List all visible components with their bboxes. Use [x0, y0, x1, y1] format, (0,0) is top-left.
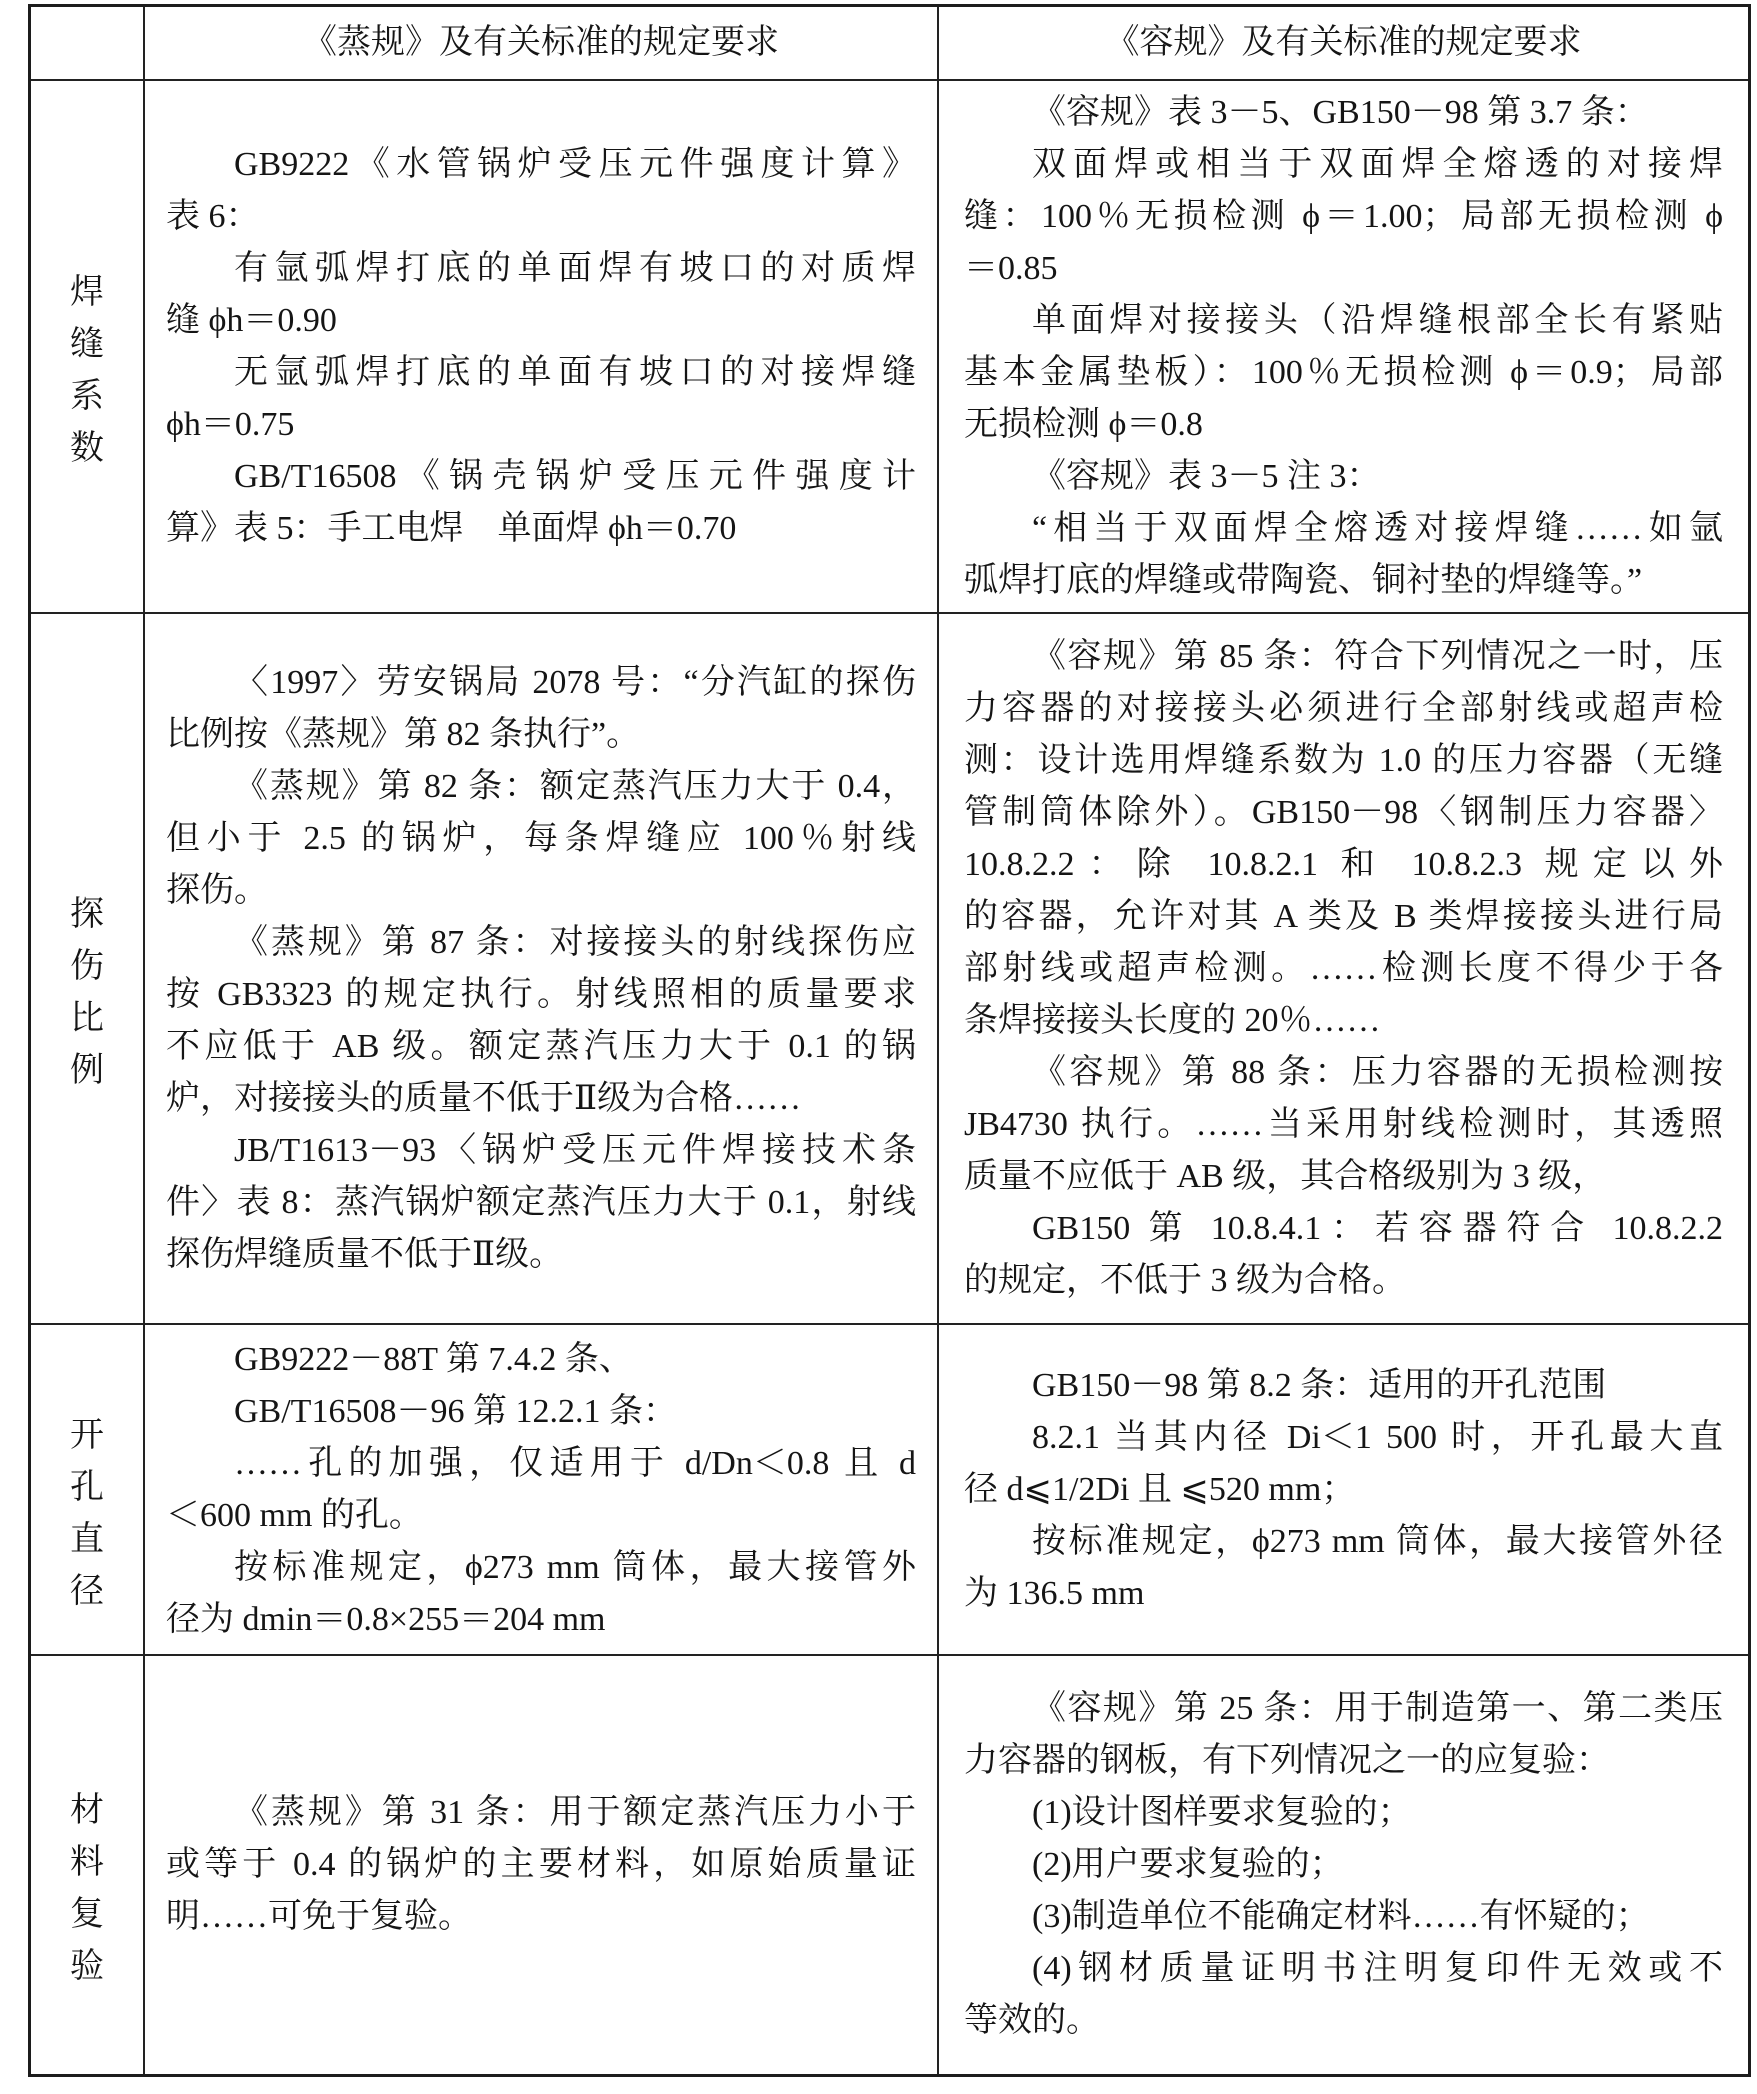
text-line: 弧焊打底的焊缝或带陶瓷、铜衬垫的焊缝等。”: [964, 561, 1643, 599]
text-line: JB4730 执行。……当采用射线检测时，其透照: [964, 1105, 1723, 1143]
paragraph: [964, 1047, 1723, 1203]
text-line: 炉，对接接头的质量不低于Ⅱ级为合格……: [166, 1079, 802, 1117]
text-line: 10.8.2.2：除 10.8.2.1 和 10.8.2.3 规定以外: [964, 845, 1723, 883]
paragraph: [964, 295, 1723, 451]
paragraph: [166, 1787, 916, 1943]
text-line: 件〉表 8：蒸汽锅炉额定蒸汽压力大于 0.1，射线: [166, 1183, 916, 1221]
paragraph: [166, 347, 916, 451]
text-line: 的规定，不低于 3 级为合格。: [964, 1261, 1406, 1299]
header-ronggui-cell: [939, 7, 1748, 81]
text-line: 《蒸规》第 31 条：用于额定蒸汽压力小于: [234, 1794, 916, 1831]
text-line: 无损检测 ϕ＝0.8: [964, 405, 1203, 443]
text-line: 缝 ϕh＝0.90: [166, 301, 337, 339]
row-label-cell: [31, 1656, 145, 2074]
zhenggui-cell: [145, 614, 939, 1325]
text-line: 探伤。: [166, 871, 268, 909]
text-line: 径 d⩽1/2Di 且 ⩽520 mm；: [964, 1470, 1356, 1508]
text-line: 缝：100％无损检测 ϕ＝1.00；局部无损检测 ϕ: [964, 197, 1723, 235]
row-label: 材料复验: [70, 1792, 104, 1985]
text-line: GB/T16508《锅壳锅炉受压元件强度计: [234, 457, 916, 495]
text-line: GB/T16508－96 第 12.2.1 条：: [234, 1392, 677, 1430]
paragraph: [166, 139, 916, 243]
text-line: 有氩弧焊打底的单面焊有坡口的对质焊: [234, 249, 916, 287]
text-line: 按标准规定，ϕ273 mm 筒体，最大接管外: [234, 1548, 916, 1586]
text-line: 条焊接接头长度的 20％……: [964, 1001, 1381, 1039]
zhenggui-cell: [145, 81, 939, 614]
row-label-cell: [31, 614, 145, 1325]
paragraph: [166, 917, 916, 1125]
text-line: GB9222《水管锅炉受压元件强度计算》: [234, 145, 916, 183]
text-line: 等效的。: [964, 2002, 1100, 2039]
zhenggui-cell: [145, 1325, 939, 1656]
row-label-cell: [31, 81, 145, 614]
text-line: 不应低于 AB 级。额定蒸汽压力大于 0.1 的锅: [166, 1027, 916, 1065]
paragraph: [166, 761, 916, 917]
text-line: 探伤焊缝质量不低于Ⅱ级。: [166, 1235, 564, 1273]
paragraph: [166, 1125, 916, 1281]
text-line: 《容规》表 3－5 注 3：: [1032, 457, 1381, 495]
text-line: 力容器的钢板，有下列情况之一的应复验：: [964, 1742, 1610, 1779]
text-line: 双面焊或相当于双面焊全熔透的对接焊: [1032, 145, 1723, 183]
text-line: ……孔的加强，仅适用于 d/Dn＜0.8 且 d: [234, 1444, 916, 1482]
text-line: 无氩弧焊打底的单面有坡口的对接焊缝: [234, 353, 916, 391]
paragraph: [964, 1787, 1723, 1839]
zhenggui-cell: [145, 1656, 939, 2074]
row-label: 开孔直径: [70, 1416, 104, 1610]
paragraph: [964, 1412, 1723, 1516]
text-line: 表 6：: [166, 197, 260, 235]
text-line: 按标准规定，ϕ273 mm 筒体，最大接管外径: [1032, 1522, 1723, 1560]
header-zhenggui-title: 《蒸规》及有关标准的规定要求: [303, 24, 779, 61]
paragraph: [964, 1516, 1723, 1620]
paragraph: [964, 1360, 1723, 1412]
text-line: 比例按《蒸规》第 82 条执行”。: [166, 715, 641, 753]
text-line: 按 GB3323 的规定执行。射线照相的质量要求: [166, 975, 916, 1013]
paragraph: [964, 1203, 1723, 1307]
text-line: 《蒸规》第 87 条：对接接头的射线探伤应: [234, 923, 916, 961]
text-line: (4)钢材质量证明书注明复印件无效或不: [1032, 1950, 1723, 1987]
row-label-cell: [31, 1325, 145, 1656]
text-line: 〈1997〉劳安锅局 2078 号：“分汽缸的探伤: [234, 663, 916, 701]
paragraph: [166, 1542, 916, 1646]
paragraph: [964, 87, 1723, 139]
text-line: 《容规》第 88 条：压力容器的无损检测按: [1032, 1053, 1723, 1091]
paragraph: [964, 1683, 1723, 1787]
text-line: 的容器，允许对其 A 类及 B 类焊接接头进行局: [964, 897, 1723, 935]
paragraph: [166, 451, 916, 555]
text-line: “相当于双面焊全熔透对接焊缝……如氩: [1032, 509, 1723, 547]
text-line: JB/T1613－93〈锅炉受压元件焊接技术条: [234, 1131, 916, 1169]
header-zhenggui-cell: [145, 7, 939, 81]
text-line: 为 136.5 mm: [964, 1574, 1145, 1612]
comparison-table: [28, 4, 1751, 2077]
text-line: (3)制造单位不能确定材料……有怀疑的；: [1032, 1898, 1650, 1935]
row-label: 探伤比例: [70, 895, 104, 1089]
paragraph: [964, 139, 1723, 295]
text-line: 算》表 5：手工电焊 单面焊 ϕh＝0.70: [166, 509, 737, 547]
text-line: 《容规》第 85 条：符合下列情况之一时，压: [1032, 637, 1723, 675]
text-line: 测：设计选用焊缝系数为 1.0 的压力容器（无缝: [964, 741, 1723, 779]
text-line: (1)设计图样要求复验的；: [1032, 1794, 1412, 1831]
paragraph: [964, 1891, 1723, 1943]
paragraph: [166, 1438, 916, 1542]
text-line: GB150 第 10.8.4.1：若容器符合 10.8.2.2: [1032, 1209, 1723, 1247]
paragraph: [964, 631, 1723, 1047]
text-line: 管制筒体除外）。GB150－98〈钢制压力容器〉: [964, 793, 1723, 831]
text-line: 径为 dmin＝0.8×255＝204 mm: [166, 1600, 606, 1638]
text-line: ＝0.85: [964, 249, 1058, 287]
text-line: 单面焊对接接头（沿焊缝根部全长有紧贴: [1032, 301, 1723, 339]
paragraph: [964, 1839, 1723, 1891]
paragraph: [166, 657, 916, 761]
ronggui-cell: [939, 614, 1748, 1325]
text-line: 明……可免于复验。: [166, 1898, 472, 1935]
text-line: 或等于 0.4 的锅炉的主要材料，如原始质量证: [166, 1846, 916, 1883]
text-line: 力容器的对接接头必须进行全部射线或超声检: [964, 689, 1723, 727]
paragraph: [964, 503, 1723, 607]
ronggui-cell: [939, 81, 1748, 614]
corner-cell: [31, 7, 145, 81]
text-line: ＜600 mm 的孔。: [166, 1496, 423, 1534]
text-line: 《容规》表 3－5、GB150－98 第 3.7 条：: [1032, 93, 1649, 131]
text-line: 但小于 2.5 的锅炉，每条焊缝应 100％射线: [166, 819, 916, 857]
paragraph: [166, 243, 916, 347]
text-line: 基本金属垫板）：100％无损检测 ϕ＝0.9；局部: [964, 353, 1723, 391]
paragraph: [964, 451, 1723, 503]
ronggui-cell: [939, 1325, 1748, 1656]
paragraph: [166, 1334, 916, 1386]
header-ronggui-title: 《容规》及有关标准的规定要求: [1105, 24, 1582, 61]
text-line: 《容规》第 25 条：用于制造第一、第二类压: [1032, 1690, 1723, 1727]
text-line: 8.2.1 当其内径 Di＜1 500 时，开孔最大直: [1032, 1418, 1723, 1456]
text-line: GB150－98 第 8.2 条：适用的开孔范围: [1032, 1366, 1607, 1404]
paragraph: [166, 1386, 916, 1438]
text-line: ϕh＝0.75: [166, 405, 295, 443]
text-line: 《蒸规》第 82 条：额定蒸汽压力大于 0.4，: [234, 767, 916, 805]
paragraph: [964, 1943, 1723, 2047]
text-line: (2)用户要求复验的；: [1032, 1846, 1344, 1883]
row-label: 焊缝系数: [70, 273, 104, 467]
text-line: 质量不应低于 AB 级，其合格级别为 3 级，: [964, 1157, 1607, 1195]
ronggui-cell: [939, 1656, 1748, 2074]
text-line: 部射线或超声检测。……检测长度不得少于各: [964, 949, 1723, 987]
text-line: GB9222－88T 第 7.4.2 条、: [234, 1340, 633, 1378]
